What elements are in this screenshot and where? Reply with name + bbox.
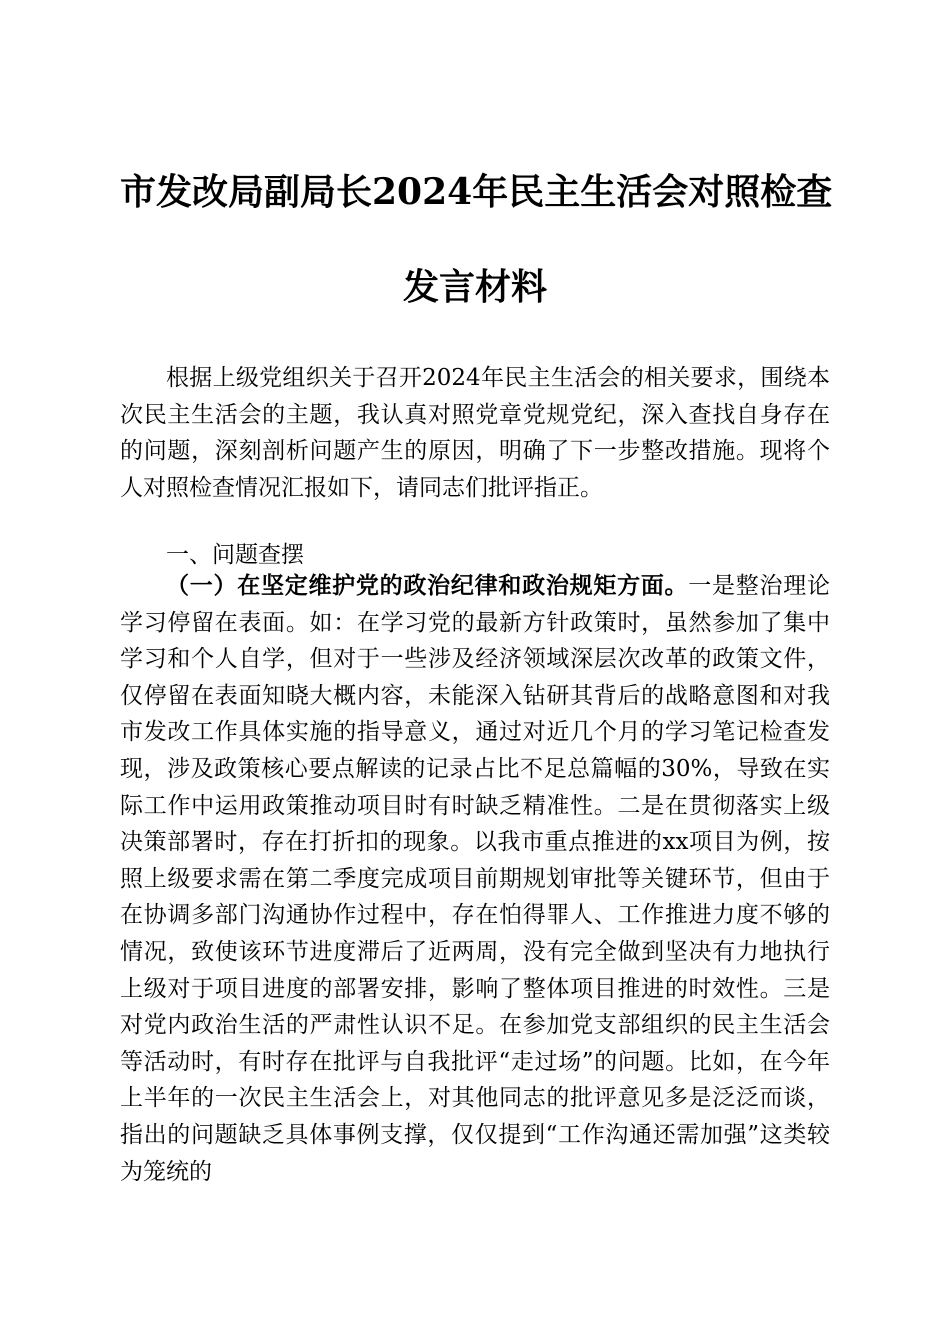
subsection-paragraph-political-discipline (120, 568, 830, 1190)
document-title-line2: 发言材料 (402, 266, 547, 308)
intro-paragraph: 根据上级党组织关于召开2024年民主生活会的相关要求，围绕本次民主生活会的主题，我认真对照党章党规党纪，深入查找自身存在的问题，深刻剖析问题产生的原因，明确了下一步整改措施。现将个人对照检查情况汇报如下，请同志们批评指正。 (120, 365, 830, 501)
subsection-body: 一是整治理论学习停留在表面。如：在学习党的最新方针政策时，虽然参加了集中学习和个人自学，但对于一些涉及经济领域深层次改革的政策文件，仅停留在表面知晓大概内容，未能深入钻研其背后的战略意图和对我市发改工作具体实施的指导意义，通过对近几个月的学习笔记检查发现，涉及政策核心要点解读的记录占比不足总篇幅的30%，导致在实际工作中运用政策推动项目时有时缺乏精准性。二是在贯彻落实上级决策部署时，存在打折扣的现象。以我市重点推进的xx项目为例，按照上级要求需在第二季度完成项目前期规划审批等关键环节，但由于在协调多部门沟通协作过程中，存在怕得罪人、工作推进力度不够的情况，致使该环节进度滞后了近两周，没有完全做到坚决有力地执行上级对于项目进度的部署安排，影响了整体项目推进的时效性。三是对党内政治生活的严肃性认识不足。在参加党支部组织的民主生活会等活动时，有时存在批评与自我批评“走过场”的问题。比如，在今年上半年的一次民主生活会上，对其他同志的批评意见多是泛泛而谈，指出的问题缺乏具体事例支撑，仅仅提到“工作沟通还需加强”这类较为笼统的 (120, 573, 831, 1185)
subsection-heading: （一）在坚定维护党的政治纪律和政治规矩方面。 (166, 572, 689, 599)
document-title-line1: 市发改局副局长2024年民主生活会对照检查 (120, 171, 833, 213)
section-heading-problems: 一、问题查摆 (166, 542, 304, 568)
